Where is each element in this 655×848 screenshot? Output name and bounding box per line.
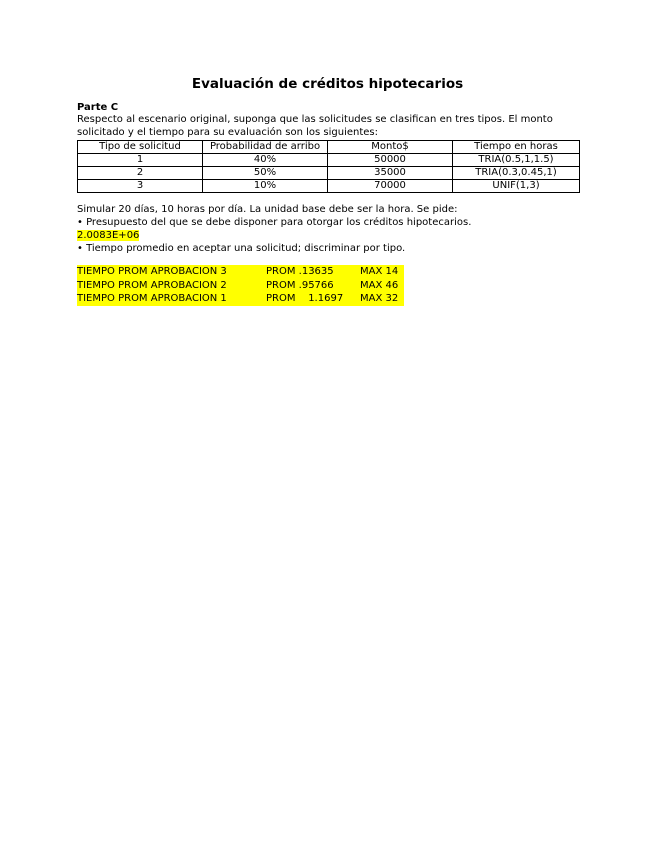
result-prom: PROM 1.1697 [266,292,360,306]
table-header-cell: Tipo de solicitud [78,141,203,154]
table-cell: 50% [203,167,328,180]
result-prom: PROM .95766 [266,279,360,293]
table-cell: 3 [78,180,203,193]
table-cell: TRIA(0.5,1,1.5) [453,154,580,167]
table-header-cell: Monto$ [328,141,453,154]
results-block [77,265,407,306]
table-cell: 2 [78,167,203,180]
table-cell: 40% [203,154,328,167]
document-title: Evaluación de créditos hipotecarios [191,76,464,92]
table-header-cell: Probabilidad de arribo [203,141,328,154]
simulation-instructions: Simular 20 días, 10 horas por día. La unidad base debe ser la hora. Se pide: [77,204,458,215]
result-row [77,265,407,279]
table-cell: 10% [203,180,328,193]
budget-bullet: • Presupuesto del que se debe disponer para otorgar los créditos hipotecarios. [77,217,472,228]
result-row [77,279,407,293]
simulation-section [77,203,577,255]
table-cell: 35000 [328,167,453,180]
table-header-cell: Tiempo en horas [453,141,580,154]
table-cell: 70000 [328,180,453,193]
result-prom: PROM .13635 [266,265,360,279]
intro-paragraph: Respecto al escenario original, suponga que las solicitudes se clasifican en tres tipos. El monto solicitado y el tiempo para su evaluación son los siguientes: [77,114,553,138]
result-row [77,292,407,306]
table-row [78,167,580,180]
table-row [78,154,580,167]
result-max: MAX 32 [360,292,404,306]
table-header-row [78,141,580,154]
result-max: MAX 46 [360,279,404,293]
table-row [78,180,580,193]
result-label: TIEMPO PROM APROBACION 3 [77,265,266,279]
time-bullet: • Tiempo promedio en aceptar una solicitud; discriminar por tipo. [77,243,406,254]
table-cell: 50000 [328,154,453,167]
result-label: TIEMPO PROM APROBACION 1 [77,292,266,306]
result-max: MAX 14 [360,265,404,279]
table-cell: UNIF(1,3) [453,180,580,193]
part-heading: Parte C [77,102,119,113]
result-label: TIEMPO PROM APROBACION 2 [77,279,266,293]
table-cell: TRIA(0.3,0.45,1) [453,167,580,180]
request-types-table [77,140,580,193]
budget-value: 2.0083E+06 [77,230,140,241]
table-cell: 1 [78,154,203,167]
